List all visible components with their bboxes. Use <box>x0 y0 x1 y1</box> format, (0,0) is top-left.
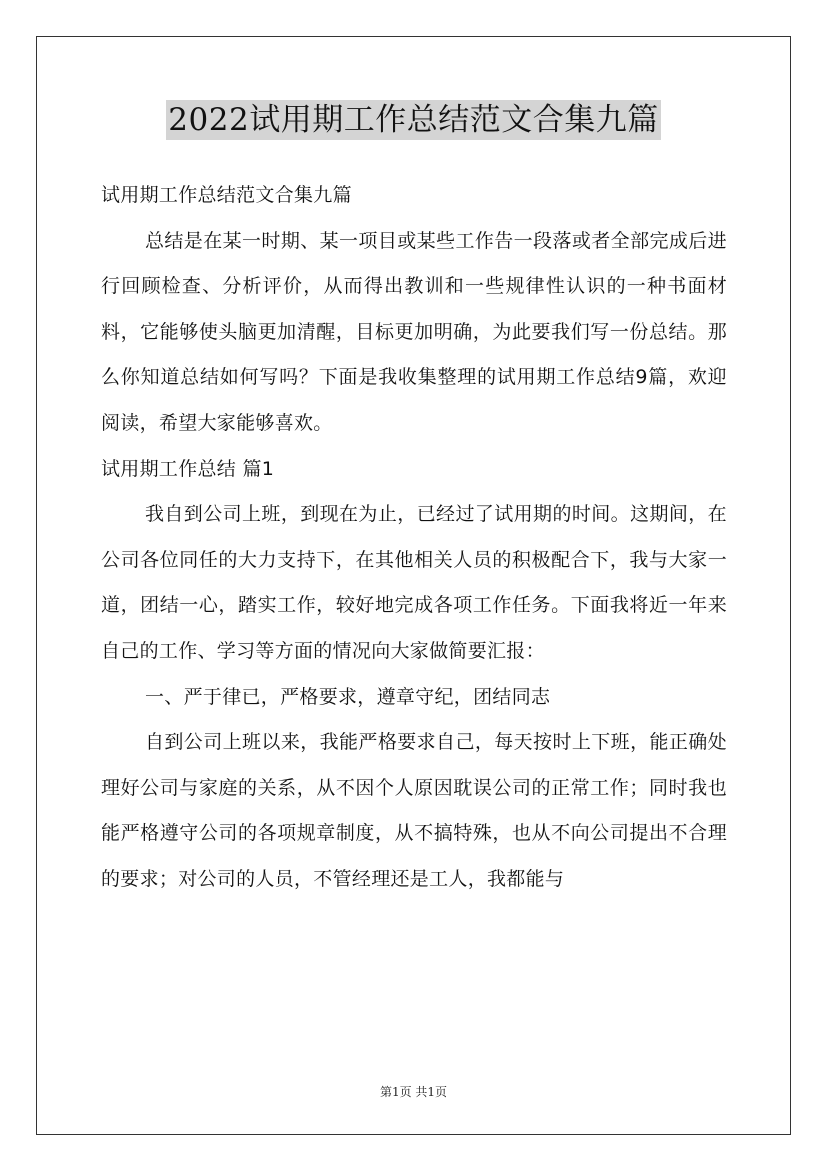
section-heading: 试用期工作总结 篇1 <box>101 457 275 480</box>
body-paragraph-1: 我自到公司上班，到现在为止，已经过了试用期的时间。这期间，在公司各位同任的大力支持下，在其他相关人员的积极配合下，我与大家一道，团结一心，踏实工作，较好地完成各项工作任务。下面我将近一年来自己的工作、学习等方面的情况向大家做简要汇报： <box>101 503 727 662</box>
point-heading-1: 一、严于律已，严格要求，遵章守纪，团结同志 <box>145 685 551 708</box>
title-container <box>0 100 827 140</box>
page-footer: 第1页 共1页 <box>379 1085 448 1099</box>
body-paragraph-2: 自到公司上班以来，我能严格要求自己，每天按时上下班，能正确处理好公司与家庭的关系，从不因个人原因耽误公司的正常工作；同时我也能严格遵守公司的各项规章制度，从不搞特殊，也从不向公司提出不合理的要求；对公司的人员，不管经理还是工人，我都能与 <box>101 731 727 890</box>
document-title: 2022试用期工作总结范文合集九篇 <box>168 102 659 138</box>
subtitle: 试用期工作总结范文合集九篇 <box>101 184 352 206</box>
document-body <box>101 173 727 903</box>
intro-paragraph: 总结是在某一时期、某一项目或某些工作告一段落或者全部完成后进行回顾检查、分析评价，从而得出教训和一些规律性认识的一种书面材料，它能够使头脑更加清醒，目标更加明确，为此要我们写一份总结。那么你知道总结如何写吗？下面是我收集整理的试用期工作总结9篇，欢迎阅读，希望大家能够喜欢。 <box>101 229 727 434</box>
